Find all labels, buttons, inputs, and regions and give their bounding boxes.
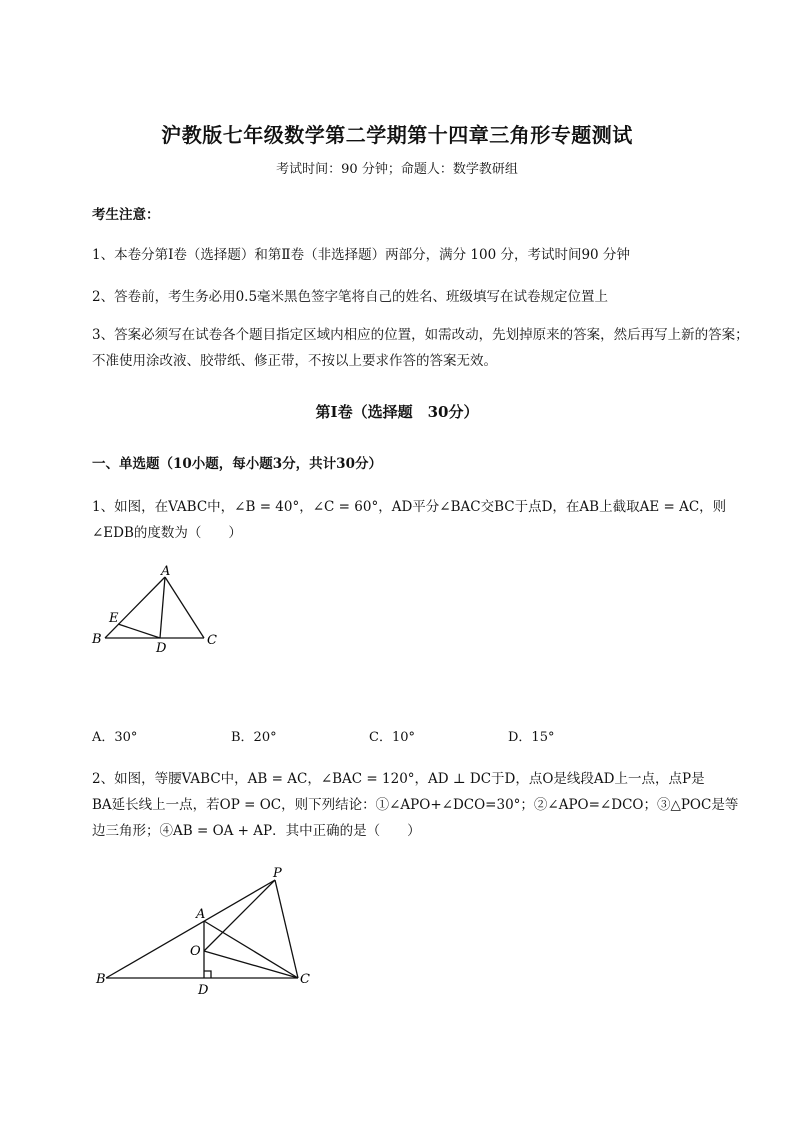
exam-info: 考试时间：90 分钟；命题人：数学教研组 <box>276 162 518 177</box>
section-title: 第Ⅰ卷（选择题 30分） <box>315 403 479 421</box>
label-c: C <box>207 633 217 648</box>
question-1-line-1: 1、如图，在VABC中，∠B = 40°，∠C = 60°，AD平分∠BAC交BC于点D，在AB上截取AE = AC，则 <box>92 499 727 515</box>
note-item-3: 3、答案必须写在试卷各个题目指定区域内相应的位置，如需改动，先划掉原来的答案，然后再写上新的答案；不准使用涂改液、胶带纸、修正带，不按以上要求作答的答案无效。 <box>92 327 749 369</box>
note-item-2: 2、答卷前，考生务必用0.5毫米黑色签字笔将自己的姓名、班级填写在试卷规定位置上 <box>92 289 609 305</box>
right-angle-mark <box>204 971 211 978</box>
question-2-line-3: 边三角形；④AB = OA + AP．其中正确的是（ ） <box>92 823 421 839</box>
label-a-2: A <box>196 907 206 922</box>
segment-oc <box>204 951 298 978</box>
question-2-line-1: 2、如图，等腰VABC中，AB = AC，∠BAC = 120°，AD ⊥ DC于D，点O是线段AD上一点，点P是 <box>92 771 705 787</box>
label-o: O <box>190 944 201 959</box>
page-title: 沪教版七年级数学第二学期第十四章三角形专题测试 <box>161 123 633 147</box>
label-p: P <box>273 866 282 881</box>
option-a[interactable]: A．30° <box>92 730 138 745</box>
question-1-line-2: ∠EDB的度数为（ ） <box>92 525 242 541</box>
label-a: A <box>161 564 171 579</box>
label-e: E <box>109 611 119 626</box>
notes-heading: 考生注意： <box>92 207 160 223</box>
note-item-1: 1、本卷分第Ⅰ卷（选择题）和第Ⅱ卷（非选择题）两部分，满分 100 分，考试时间90 分钟 <box>92 247 630 263</box>
label-b-2: B <box>96 972 106 987</box>
segment-bp <box>106 880 275 978</box>
part-heading: 一、单选题（10小题，每小题3分，共计30分） <box>92 456 382 472</box>
segment-ac-2 <box>204 921 298 978</box>
option-d[interactable]: D．15° <box>508 730 555 745</box>
label-c-2: C <box>300 972 310 987</box>
question-2-line-2: BA延长线上一点，若OP = OC，则下列结论：①∠APO+∠DCO=30°；②∠APO=∠DCO；③△POC是等 <box>92 797 739 813</box>
label-d: D <box>156 641 167 656</box>
option-b[interactable]: B．20° <box>231 730 277 745</box>
segment-pc <box>275 880 298 978</box>
label-b: B <box>92 632 102 647</box>
option-c[interactable]: C．10° <box>369 730 415 745</box>
label-d-2: D <box>198 983 209 998</box>
